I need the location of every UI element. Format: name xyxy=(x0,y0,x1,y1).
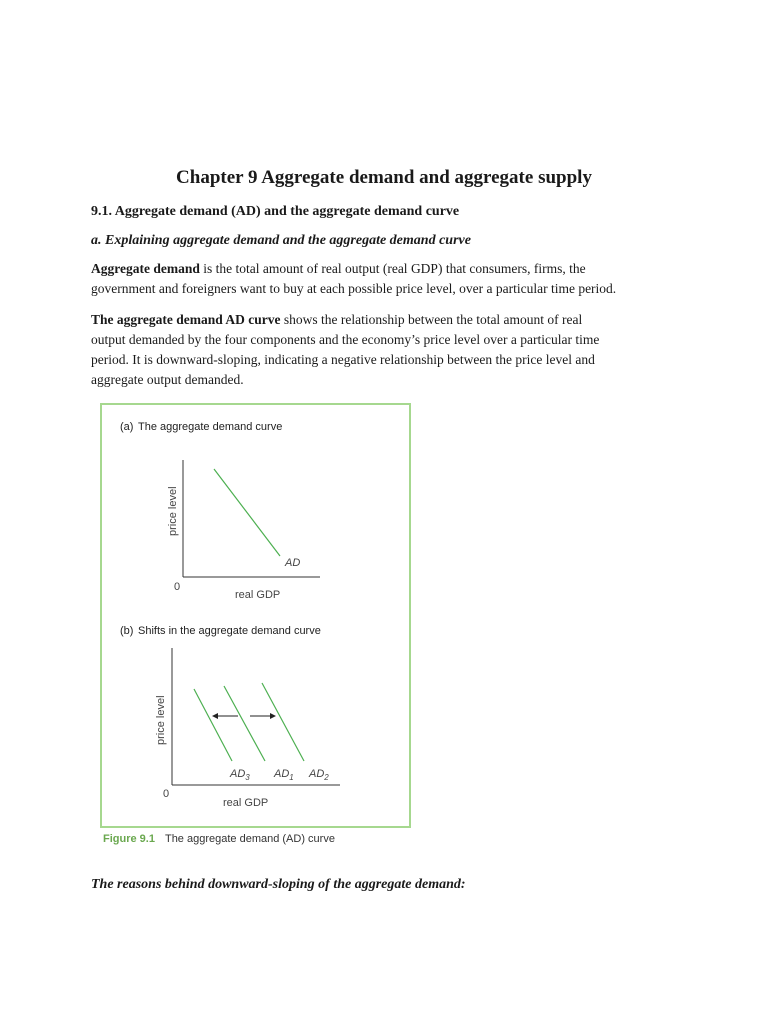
paragraph-line: period. It is downward-sloping, indicating a negative relationship between the price level and xyxy=(91,352,595,367)
ad1-curve-label: $AD_1$ xyxy=(274,768,294,782)
paragraph-ad-curve xyxy=(91,310,691,390)
paragraph-line xyxy=(91,310,691,330)
panel-b-label: (b) xyxy=(120,625,134,637)
paragraph-aggregate-demand xyxy=(91,259,691,299)
panel-b-origin-label: 0 xyxy=(163,788,170,800)
ad2-curve-label: $AD_2$ xyxy=(309,768,329,782)
ad3-curve xyxy=(194,689,232,761)
subsection-heading: a. Explaining aggregate demand and the aggregate demand curve xyxy=(91,233,471,248)
term-aggregate-demand: Aggregate demand xyxy=(91,261,200,276)
paragraph-text: shows the relationship between the total amount of real xyxy=(280,312,583,327)
ad-curve-label: AD xyxy=(285,557,301,569)
right-shift-arrow-icon xyxy=(250,713,276,719)
panel-a-y-axis-label: price level xyxy=(167,486,179,536)
term-ad-curve: The aggregate demand AD curve xyxy=(91,312,281,327)
figure-9-1 xyxy=(100,403,411,828)
ad3-curve-label: $AD_3$ xyxy=(230,768,250,782)
paragraph-line: output demanded by the four components and the economy’s price level over a particular time xyxy=(91,332,600,347)
panel-a-x-axis-label: real GDP xyxy=(235,589,281,601)
figure-caption-label-text: Figure 9.1 xyxy=(103,833,155,845)
section-heading: 9.1. Aggregate demand (AD) and the aggregate demand curve xyxy=(91,204,460,219)
figure-graphic xyxy=(102,405,409,826)
figure-caption xyxy=(103,832,335,846)
chapter-title: Chapter 9 Aggregate demand and aggregate supply xyxy=(176,167,592,188)
paragraph-line: government and foreigners want to buy at each possible price level, over a particular time period. xyxy=(91,281,617,296)
panel-b-y-axis-label: price level xyxy=(155,695,167,745)
ad-curve xyxy=(214,469,280,556)
panel-a-title: The aggregate demand curve xyxy=(138,421,283,433)
panel-a-origin-label: 0 xyxy=(174,581,181,593)
paragraph-line xyxy=(91,259,691,279)
paragraph-line: aggregate output demanded. xyxy=(91,372,244,387)
paragraph-text: is the total amount of real output (real GDP) that consumers, firms, the xyxy=(199,261,586,276)
panel-b-title: Shifts in the aggregate demand curve xyxy=(138,625,321,637)
ad1-curve xyxy=(224,686,265,761)
ad2-curve xyxy=(262,683,304,761)
panel-a-label: (a) xyxy=(120,421,134,433)
left-shift-arrow-icon xyxy=(212,713,238,719)
figure-caption-text: The aggregate demand (AD) curve xyxy=(164,833,335,845)
panel-b-x-axis-label: real GDP xyxy=(223,797,269,809)
closing-heading: The reasons behind downward-sloping of the aggregate demand: xyxy=(91,877,466,892)
